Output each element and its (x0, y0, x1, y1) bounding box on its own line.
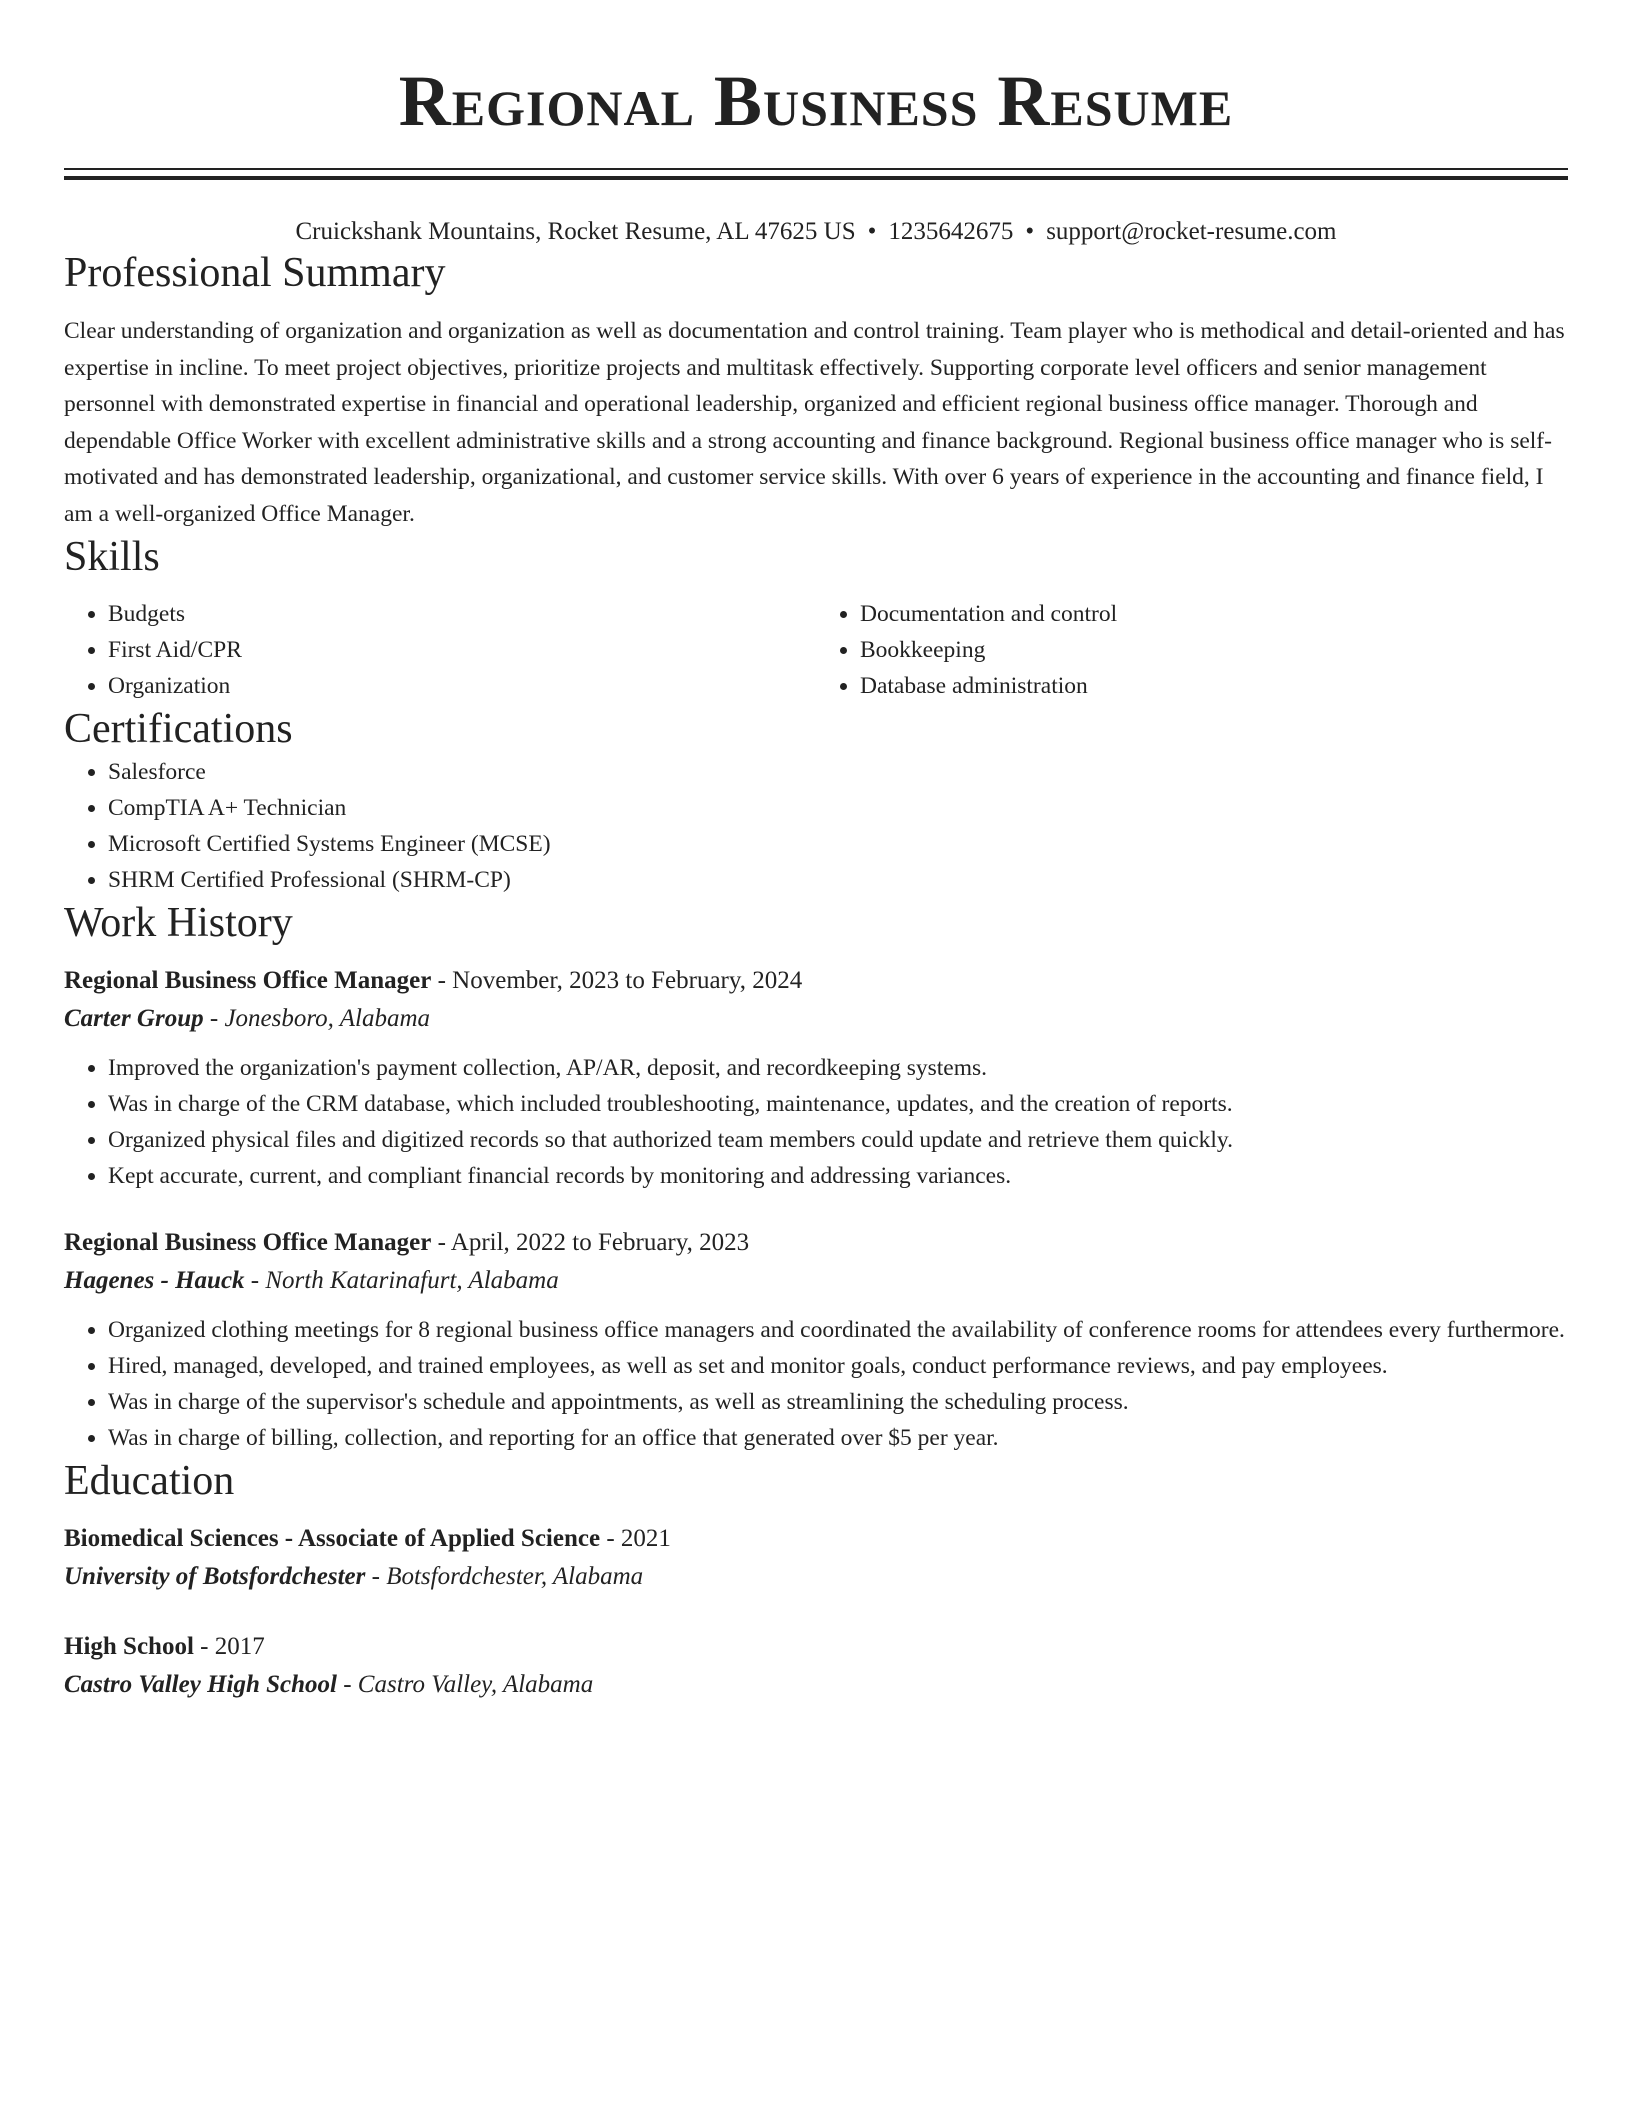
employer-line (64, 1262, 1568, 1300)
job-bullets (64, 1312, 1568, 1456)
job-bullet: • Was in charge of billing, collection, and reporting for an office that generated over $5 per year. (108, 1420, 1568, 1456)
certification-item: • Salesforce (108, 754, 1568, 790)
degree-name: Biomedical Sciences - Associate of Applied Science (64, 1525, 601, 1552)
school-name: Castro Valley High School (64, 1671, 337, 1698)
school-location: - Castro Valley, Alabama (336, 1671, 594, 1698)
skill-item: • Bookkeeping (860, 632, 1568, 668)
work-history-heading: Work History (64, 900, 293, 946)
skills-list-left (64, 596, 816, 704)
title-divider (64, 168, 1568, 180)
employer-line (64, 1000, 1568, 1038)
school-line (64, 1558, 1568, 1596)
school-line (64, 1666, 1568, 1704)
divider-thick-line (64, 176, 1568, 180)
job-title: Regional Business Office Manager (64, 967, 432, 994)
contact-address: Cruickshank Mountains, Rocket Resume, AL 47625 US (295, 218, 856, 245)
education-entry (64, 1520, 1568, 1596)
certification-item: • Microsoft Certified Systems Engineer (MCSE) (108, 826, 1568, 862)
job-title-line (64, 1224, 1568, 1262)
education-entry (64, 1628, 1568, 1704)
job-entry (64, 1224, 1568, 1456)
job-bullet: • Organized clothing meetings for 8 regional business office managers and coordinated the availability of conference rooms for attendees every furthermore. (108, 1312, 1568, 1348)
degree-line (64, 1520, 1568, 1558)
summary-text: Clear understanding of organization and organization as well as documentation and control training. Team player who is methodical and detail-oriented and has expertise in incline. To meet project objectives, prioritize projects and multitask effectively. Supporting corporate level officers and senior management personnel with demonstrated expertise in financial and operational leadership, organized and efficient regional business office manager. Thorough and dependable Office Worker with excellent administrative skills and a strong accounting and finance background. Regional business office manager who is self-motivated and has demonstrated leadership, organizational, and customer service skills. With over 6 years of experience in the accounting and finance field, I am a well-organized Office Manager. (64, 318, 1565, 527)
skill-item: • First Aid/CPR (108, 632, 816, 668)
skill-item: • Documentation and control (860, 596, 1568, 632)
job-title: Regional Business Office Manager (64, 1229, 432, 1256)
graduation-year: - 2021 (600, 1525, 671, 1552)
skills-list-right (816, 596, 1568, 704)
divider-thin-line (64, 168, 1568, 170)
job-bullet: • Was in charge of the supervisor's schedule and appointments, as well as streamlining the scheduling process. (108, 1384, 1568, 1420)
certification-item: • SHRM Certified Professional (SHRM-CP) (108, 862, 1568, 898)
certifications-heading: Certifications (64, 706, 293, 752)
certifications-list (64, 754, 1568, 898)
contact-separator: • (1025, 218, 1035, 245)
employer-location: - North Katarinafurt, Alabama (244, 1267, 559, 1294)
degree-name: High School (64, 1633, 194, 1660)
resume-title: Regional Business Resume (398, 61, 1234, 141)
job-entry (64, 962, 1568, 1194)
employer-name: Hagenes - Hauck (64, 1267, 245, 1294)
job-bullet: • Hired, managed, developed, and trained employees, as well as set and monitor goals, conduct performance reviews, and pay employees. (108, 1348, 1568, 1384)
contact-email: support@rocket-resume.com (1046, 218, 1337, 245)
employer-location: - Jonesboro, Alabama (203, 1005, 430, 1032)
school-name: University of Botsfordchester (64, 1563, 366, 1590)
employer-name: Carter Group (64, 1005, 204, 1032)
contact-separator: • (867, 218, 877, 245)
certification-item: • CompTIA A+ Technician (108, 790, 1568, 826)
contact-line (64, 216, 1568, 248)
job-title-line (64, 962, 1568, 1000)
job-dates: - April, 2022 to February, 2023 (431, 1229, 750, 1256)
education-heading: Education (64, 1458, 235, 1504)
degree-line (64, 1628, 1568, 1666)
skill-item: • Organization (108, 668, 816, 704)
job-dates: - November, 2023 to February, 2024 (431, 967, 803, 994)
skill-item: • Budgets (108, 596, 816, 632)
job-bullet: • Organized physical files and digitized records so that authorized team members could update and retrieve them quickly. (108, 1122, 1568, 1158)
contact-phone: 1235642675 (888, 218, 1014, 245)
job-bullets (64, 1050, 1568, 1194)
job-bullet: • Improved the organization's payment collection, AP/AR, deposit, and recordkeeping systems. (108, 1050, 1568, 1086)
summary-heading: Professional Summary (64, 250, 446, 296)
skills-grid (64, 596, 1568, 704)
job-bullet: • Was in charge of the CRM database, which included troubleshooting, maintenance, updates, and the creation of reports. (108, 1086, 1568, 1122)
skills-heading: Skills (64, 534, 160, 580)
graduation-year: - 2017 (193, 1633, 265, 1660)
skill-item: • Database administration (860, 668, 1568, 704)
job-bullet: • Kept accurate, current, and compliant financial records by monitoring and addressing variances. (108, 1158, 1568, 1194)
school-location: - Botsfordchester, Alabama (365, 1563, 644, 1590)
